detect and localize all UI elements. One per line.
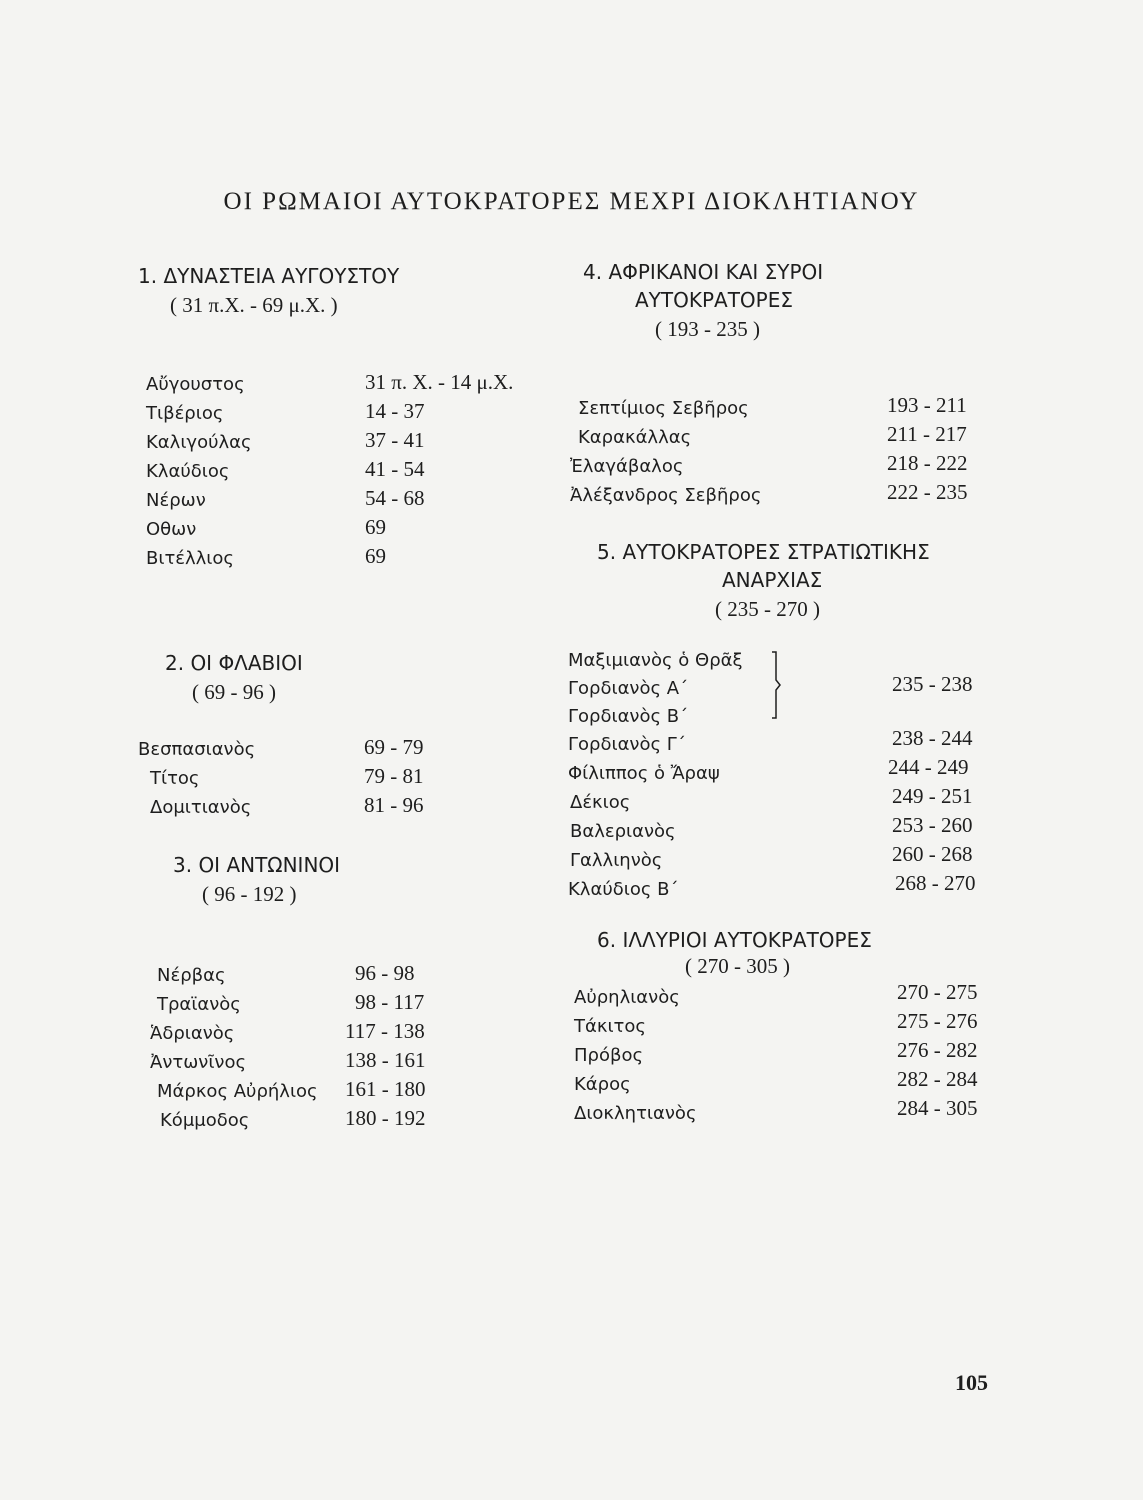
emperor-name: Βεσπασιανὸς [138, 739, 256, 760]
emperor-name: Κόμμοδος [160, 1110, 250, 1131]
reign-years: 117 - 138 [345, 1019, 425, 1043]
emperor-name: Καρακάλλας [578, 427, 692, 448]
emperor-name: Μάρκος Αὐρήλιος [157, 1081, 318, 1102]
reign-years: 275 - 276 [897, 1009, 978, 1033]
section-4-heading-cont: ΑΥΤΟΚΡΑΤΟΡΕΣ [635, 288, 794, 312]
reign-years: 54 - 68 [365, 486, 425, 510]
reign-years: 222 - 235 [887, 480, 968, 504]
page-number: 105 [955, 1370, 988, 1395]
section-4-period: ( 193 - 235 ) [655, 317, 760, 341]
emperor-name: Ἀντωνῖνος [150, 1052, 247, 1073]
section-5-period: ( 235 - 270 ) [715, 597, 820, 621]
section-6-period: ( 270 - 305 ) [685, 954, 790, 978]
reign-years: 41 - 54 [365, 457, 425, 481]
reign-years: 276 - 282 [897, 1038, 978, 1062]
reign-years: 282 - 284 [897, 1067, 978, 1091]
emperor-name: Βιτέλλιος [146, 548, 234, 569]
emperor-name: Αὔγουστος [146, 374, 245, 395]
emperor-name: Τίτος [150, 768, 200, 789]
emperor-name: Αὐρηλιανὸς [574, 987, 680, 1008]
emperor-name: Σεπτίμιος Σεβῆρος [578, 398, 749, 419]
brace-icon [770, 650, 782, 720]
reign-years: 268 - 270 [895, 871, 976, 895]
reign-years: 138 - 161 [345, 1048, 426, 1072]
emperor-name: Πρόβος [574, 1045, 644, 1066]
emperor-name: Γορδιανὸς Β΄ [568, 706, 689, 727]
emperor-name: Γαλλιηνὸς [570, 850, 663, 871]
emperor-name: Κλαύδιος Β΄ [568, 879, 679, 900]
section-4-heading: 4. ΑΦΡΙΚΑΝΟΙ ΚΑΙ ΣΥΡΟΙ [583, 260, 824, 284]
reign-years: 244 - 249 [888, 755, 969, 779]
section-3-heading: 3. ΟΙ ΑΝΤΩΝΙΝΟΙ [173, 853, 341, 877]
reign-years: 270 - 275 [897, 980, 978, 1004]
reign-years: 218 - 222 [887, 451, 968, 475]
section-2-period: ( 69 - 96 ) [192, 680, 276, 704]
reign-years: 235 - 238 [892, 672, 973, 696]
reign-years: 69 [365, 515, 386, 539]
section-5-heading-cont: ΑΝΑΡΧΙΑΣ [722, 568, 823, 592]
reign-years: 98 - 117 [355, 990, 425, 1014]
emperor-name: Ἁδριανὸς [150, 1023, 235, 1044]
emperor-name: Γορδιανὸς Γ΄ [568, 734, 686, 755]
reign-years: 260 - 268 [892, 842, 973, 866]
reign-years: 14 - 37 [365, 399, 425, 423]
reign-years: 79 - 81 [364, 764, 424, 788]
reign-years: 193 - 211 [887, 393, 967, 417]
emperor-name: Διοκλητιανὸς [574, 1103, 697, 1124]
emperor-name: Δομιτιανὸς [150, 797, 252, 818]
emperor-name: Δέκιος [570, 792, 631, 813]
section-1-period: ( 31 π.Χ. - 69 μ.Χ. ) [170, 293, 338, 317]
reign-years: 69 - 79 [364, 735, 424, 759]
section-1-heading: 1. ΔΥΝΑΣΤΕΙΑ ΑΥΓΟΥΣΤΟΥ [138, 264, 400, 288]
emperor-name: Μαξιμιανὸς ὁ Θρᾶξ [568, 650, 743, 671]
reign-years: 69 [365, 544, 386, 568]
reign-years: 284 - 305 [897, 1096, 978, 1120]
emperor-name: Καλιγούλας [146, 432, 252, 453]
reign-years: 31 π. Χ. - 14 μ.Χ. [365, 370, 514, 394]
emperor-name: Νέρων [146, 490, 206, 511]
reign-years: 238 - 244 [892, 726, 973, 750]
emperor-name: Φίλιππος ὁ Ἄραψ [568, 763, 720, 784]
emperor-name: Βαλεριανὸς [570, 821, 676, 842]
reign-years: 96 - 98 [355, 961, 415, 985]
emperor-name: Τιβέριος [146, 403, 224, 424]
section-5-heading: 5. ΑΥΤΟΚΡΑΤΟΡΕΣ ΣΤΡΑΤΙΩΤΙΚΗΣ [597, 540, 930, 564]
reign-years: 249 - 251 [892, 784, 973, 808]
section-3-period: ( 96 - 192 ) [202, 882, 297, 906]
reign-years: 81 - 96 [364, 793, 424, 817]
emperor-name: Γορδιανὸς Α΄ [568, 678, 689, 699]
reign-years: 37 - 41 [365, 428, 425, 452]
emperor-name: Κλαύδιος [146, 461, 230, 482]
reign-years: 180 - 192 [345, 1106, 426, 1130]
reign-years: 161 - 180 [345, 1077, 426, 1101]
emperor-name: Τραϊανὸς [157, 994, 241, 1015]
reign-years: 211 - 217 [887, 422, 967, 446]
emperor-name: Κάρος [574, 1074, 631, 1095]
section-2-heading: 2. ΟΙ ΦΛΑΒΙΟΙ [165, 651, 303, 675]
emperor-name: Νέρβας [157, 965, 226, 986]
reign-years: 253 - 260 [892, 813, 973, 837]
emperor-name: Τάκιτος [574, 1016, 646, 1037]
page-title: ΟΙ ΡΩΜΑΙΟΙ ΑΥΤΟΚΡΑΤΟΡΕΣ ΜΕΧΡΙ ΔΙΟΚΛΗΤΙΑΝΟΥ [223, 188, 920, 215]
emperor-name: Οθων [146, 519, 197, 540]
emperor-name: Ἐλαγάβαλος [570, 456, 684, 477]
section-6-heading: 6. ΙΛΛΥΡΙΟΙ ΑΥΤΟΚΡΑΤΟΡΕΣ [597, 928, 872, 952]
emperor-name: Ἀλέξανδρος Σεβῆρος [570, 485, 762, 506]
